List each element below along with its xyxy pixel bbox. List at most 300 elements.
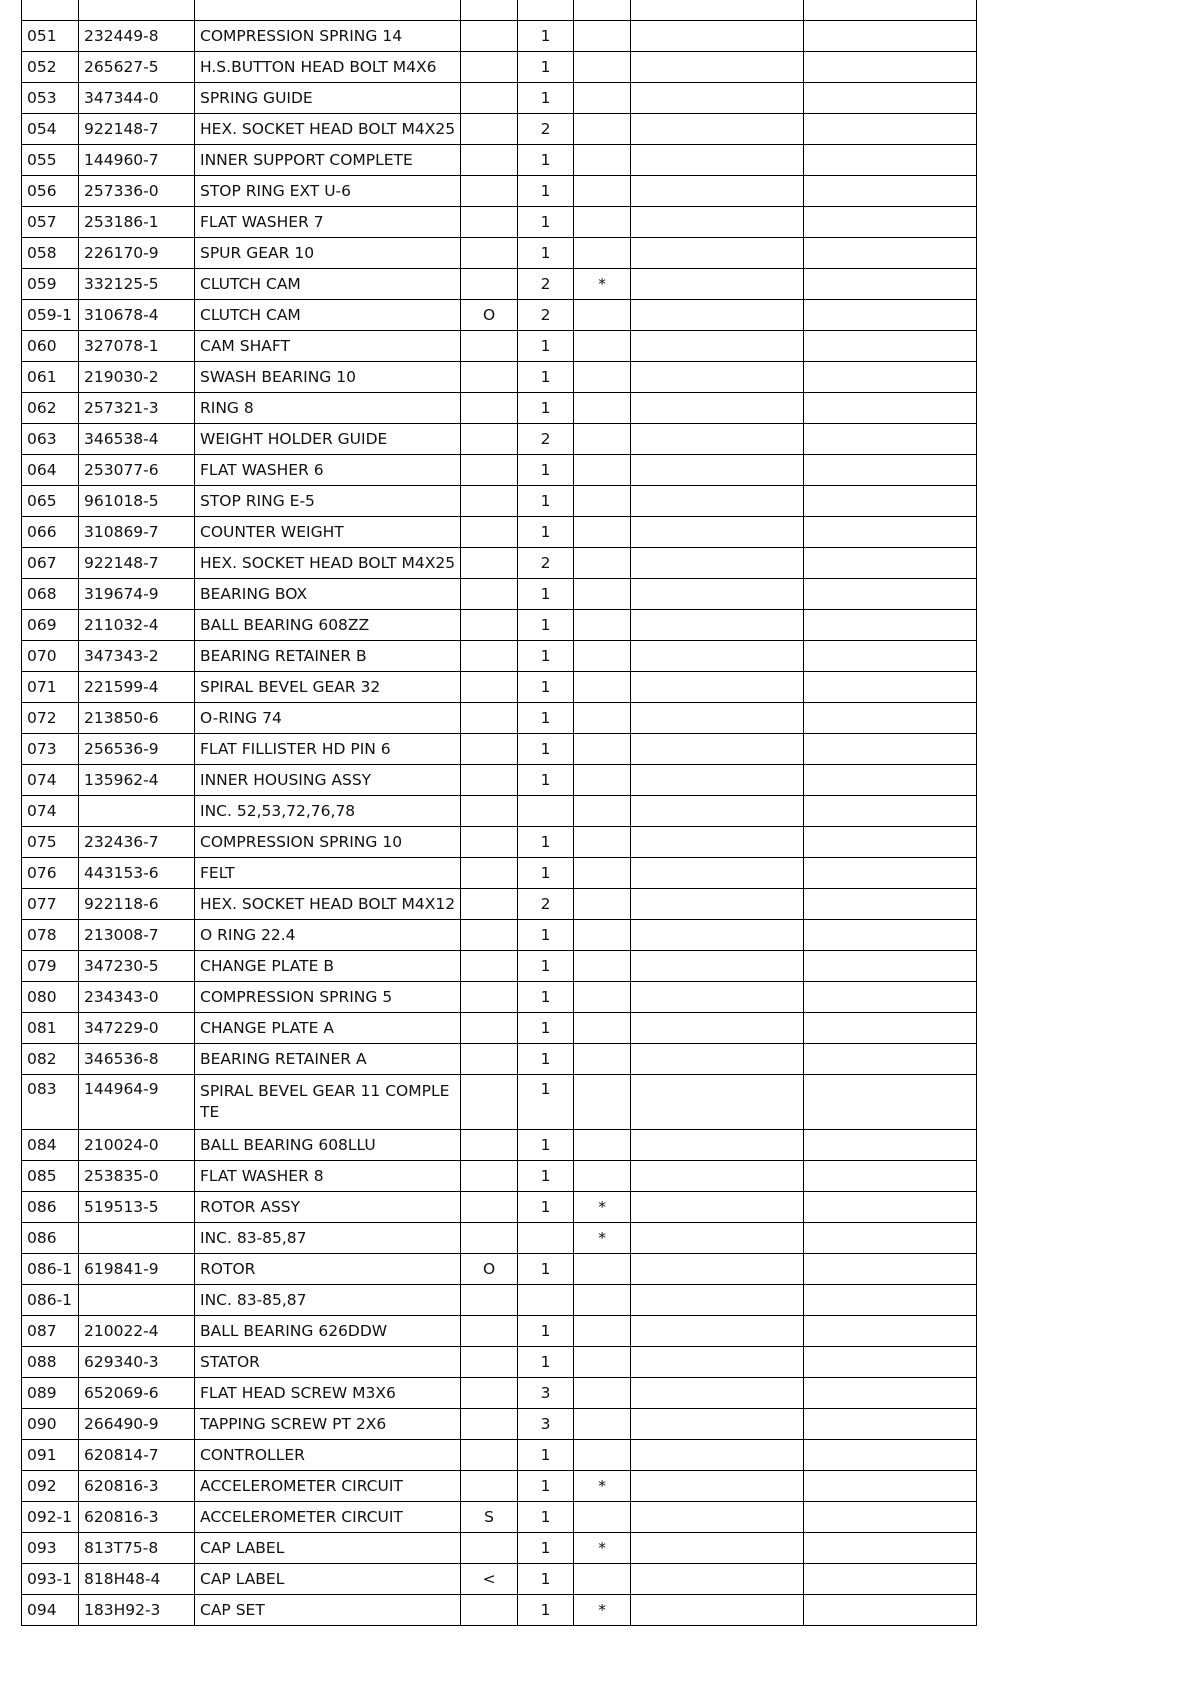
- table-row: [22, 1044, 977, 1075]
- change-flag: [461, 331, 518, 362]
- quantity: 1: [518, 393, 574, 424]
- change-flag: [461, 765, 518, 796]
- note-mark: [574, 734, 631, 765]
- change-flag: [461, 1161, 518, 1192]
- change-flag: [461, 1013, 518, 1044]
- change-flag: [461, 21, 518, 52]
- item-number: 094: [22, 1595, 79, 1626]
- table-row: [22, 1316, 977, 1347]
- table-row: [22, 486, 977, 517]
- description: BALL BEARING 608ZZ: [195, 610, 461, 641]
- table-row: [22, 455, 977, 486]
- item-number: 086: [22, 1223, 79, 1254]
- part-number: [79, 1285, 195, 1316]
- change-flag: [461, 52, 518, 83]
- part-number: 620816-3: [79, 1471, 195, 1502]
- description: COMPRESSION SPRING 10: [195, 827, 461, 858]
- quantity: 1: [518, 145, 574, 176]
- quantity: 1: [518, 1316, 574, 1347]
- table-row: [22, 858, 977, 889]
- table-row: [22, 951, 977, 982]
- empty-cell: [631, 424, 804, 455]
- note-mark: [574, 1440, 631, 1471]
- table-row: [22, 889, 977, 920]
- description: SWASH BEARING 10: [195, 362, 461, 393]
- empty-cell: [804, 982, 977, 1013]
- note-mark: *: [574, 1533, 631, 1564]
- table-row: [22, 1285, 977, 1316]
- item-number: 078: [22, 920, 79, 951]
- item-number: 063: [22, 424, 79, 455]
- change-flag: [461, 424, 518, 455]
- part-number: 327078-1: [79, 331, 195, 362]
- empty-cell: [804, 765, 977, 796]
- table-row: [22, 114, 977, 145]
- change-flag: [461, 1130, 518, 1161]
- empty-cell: [631, 796, 804, 827]
- part-number: 257321-3: [79, 393, 195, 424]
- part-number: 346538-4: [79, 424, 195, 455]
- change-flag: [461, 1595, 518, 1626]
- item-number: 077: [22, 889, 79, 920]
- empty-cell: [631, 1440, 804, 1471]
- empty-cell: [804, 920, 977, 951]
- change-flag: [461, 982, 518, 1013]
- part-number: 629340-3: [79, 1347, 195, 1378]
- description: INNER SUPPORT COMPLETE: [195, 145, 461, 176]
- empty-cell: [804, 114, 977, 145]
- empty-cell: [631, 1409, 804, 1440]
- empty-cell: [631, 207, 804, 238]
- table-row: [22, 300, 977, 331]
- change-flag: [461, 1223, 518, 1254]
- item-number: 065: [22, 486, 79, 517]
- empty-cell: [631, 455, 804, 486]
- table-row: [22, 424, 977, 455]
- quantity: 1: [518, 52, 574, 83]
- description: INC. 52,53,72,76,78: [195, 796, 461, 827]
- empty-cell: [631, 1013, 804, 1044]
- quantity: 1: [518, 21, 574, 52]
- change-flag: [461, 114, 518, 145]
- item-number: 086: [22, 1192, 79, 1223]
- description: RING 8: [195, 393, 461, 424]
- empty-cell: [804, 703, 977, 734]
- quantity: 1: [518, 610, 574, 641]
- item-number: 056: [22, 176, 79, 207]
- description: TAPPING SCREW PT 2X6: [195, 1409, 461, 1440]
- parts-table: [21, 0, 977, 1626]
- table-row: [22, 610, 977, 641]
- part-number: 922118-6: [79, 889, 195, 920]
- empty-cell: [804, 548, 977, 579]
- empty-cell: [631, 517, 804, 548]
- part-number: 221599-4: [79, 672, 195, 703]
- quantity: 2: [518, 114, 574, 145]
- empty-cell: [804, 486, 977, 517]
- quantity: 1: [518, 517, 574, 548]
- table-row: [22, 1161, 977, 1192]
- empty-cell: [804, 889, 977, 920]
- item-number: 088: [22, 1347, 79, 1378]
- empty-cell: [804, 393, 977, 424]
- description: HEX. SOCKET HEAD BOLT M4X25: [195, 548, 461, 579]
- note-mark: [574, 238, 631, 269]
- change-flag: [461, 486, 518, 517]
- item-number: 073: [22, 734, 79, 765]
- item-number: 086-1: [22, 1254, 79, 1285]
- empty-cell: [631, 331, 804, 362]
- empty-cell: [631, 920, 804, 951]
- empty-cell: [631, 362, 804, 393]
- part-number: 232436-7: [79, 827, 195, 858]
- description: FLAT WASHER 8: [195, 1161, 461, 1192]
- description: SPRING GUIDE: [195, 83, 461, 114]
- empty-cell: [631, 1564, 804, 1595]
- description: CAP LABEL: [195, 1533, 461, 1564]
- part-number: 818H48-4: [79, 1564, 195, 1595]
- empty-cell: [804, 1409, 977, 1440]
- item-number: 093-1: [22, 1564, 79, 1595]
- item-number: 060: [22, 331, 79, 362]
- item-number: 051: [22, 21, 79, 52]
- empty-cell: [631, 610, 804, 641]
- table-row: [22, 517, 977, 548]
- part-number: 310678-4: [79, 300, 195, 331]
- empty-cell: [631, 672, 804, 703]
- quantity: [518, 1285, 574, 1316]
- empty-cell: [804, 1044, 977, 1075]
- empty-cell: [804, 1285, 977, 1316]
- empty-cell: [804, 796, 977, 827]
- quantity: 1: [518, 207, 574, 238]
- item-number: 075: [22, 827, 79, 858]
- table-row: [22, 1378, 977, 1409]
- empty-cell: [631, 1044, 804, 1075]
- item-number: 064: [22, 455, 79, 486]
- item-number: 066: [22, 517, 79, 548]
- quantity: 1: [518, 238, 574, 269]
- change-flag: [461, 1316, 518, 1347]
- empty-cell: [804, 1130, 977, 1161]
- item-number: 071: [22, 672, 79, 703]
- description: INC. 83-85,87: [195, 1223, 461, 1254]
- quantity: 1: [518, 1254, 574, 1285]
- change-flag: [461, 362, 518, 393]
- part-number: 213850-6: [79, 703, 195, 734]
- note-mark: *: [574, 1595, 631, 1626]
- description: CHANGE PLATE A: [195, 1013, 461, 1044]
- item-number: 074: [22, 796, 79, 827]
- description: H.S.BUTTON HEAD BOLT M4X6: [195, 52, 461, 83]
- table-row: [22, 52, 977, 83]
- change-flag: [461, 145, 518, 176]
- description: HEX. SOCKET HEAD BOLT M4X25: [195, 114, 461, 145]
- quantity: 1: [518, 1130, 574, 1161]
- empty-cell: [804, 672, 977, 703]
- description: SPUR GEAR 10: [195, 238, 461, 269]
- note-mark: [574, 1044, 631, 1075]
- table-row: [22, 1130, 977, 1161]
- note-mark: [574, 176, 631, 207]
- empty-cell: [804, 858, 977, 889]
- item-number: 053: [22, 83, 79, 114]
- change-flag: [461, 207, 518, 238]
- empty-cell: [631, 1223, 804, 1254]
- change-flag: [461, 1075, 518, 1130]
- empty-cell: [631, 1075, 804, 1130]
- part-number: 232449-8: [79, 21, 195, 52]
- quantity: 1: [518, 1502, 574, 1533]
- empty-cell: [631, 827, 804, 858]
- quantity: 2: [518, 269, 574, 300]
- quantity: 1: [518, 951, 574, 982]
- description: CLUTCH CAM: [195, 269, 461, 300]
- item-number: 062: [22, 393, 79, 424]
- note-mark: [574, 300, 631, 331]
- empty-cell: [804, 1192, 977, 1223]
- empty-cell: [804, 1595, 977, 1626]
- empty-cell: [631, 1130, 804, 1161]
- part-number: 213008-7: [79, 920, 195, 951]
- note-mark: [574, 517, 631, 548]
- note-mark: [574, 858, 631, 889]
- item-number: 061: [22, 362, 79, 393]
- item-number: 069: [22, 610, 79, 641]
- item-number: 057: [22, 207, 79, 238]
- quantity: 1: [518, 703, 574, 734]
- quantity: 1: [518, 1595, 574, 1626]
- description: ROTOR: [195, 1254, 461, 1285]
- quantity: 1: [518, 734, 574, 765]
- quantity: 1: [518, 362, 574, 393]
- part-number: [79, 796, 195, 827]
- item-number: 068: [22, 579, 79, 610]
- item-number: 083: [22, 1075, 79, 1130]
- note-mark: [574, 548, 631, 579]
- quantity: 3: [518, 1378, 574, 1409]
- note-mark: [574, 486, 631, 517]
- table-row: [22, 1075, 977, 1130]
- empty-cell: [804, 1440, 977, 1471]
- empty-cell: [804, 734, 977, 765]
- parts-table-body: [22, 0, 977, 1626]
- part-number: 144960-7: [79, 145, 195, 176]
- empty-cell: [804, 52, 977, 83]
- empty-cell: [804, 610, 977, 641]
- item-number: 092-1: [22, 1502, 79, 1533]
- quantity: 1: [518, 176, 574, 207]
- empty-cell: [804, 1347, 977, 1378]
- quantity: 3: [518, 1409, 574, 1440]
- note-mark: [574, 703, 631, 734]
- note-mark: *: [574, 269, 631, 300]
- change-flag: [461, 827, 518, 858]
- description: COUNTER WEIGHT: [195, 517, 461, 548]
- description: ACCELEROMETER CIRCUIT: [195, 1502, 461, 1533]
- description: COMPRESSION SPRING 5: [195, 982, 461, 1013]
- part-number: 226170-9: [79, 238, 195, 269]
- note-mark: [574, 920, 631, 951]
- table-row: [22, 145, 977, 176]
- empty-cell: [631, 486, 804, 517]
- change-flag: [461, 1347, 518, 1378]
- note-mark: [574, 889, 631, 920]
- empty-cell: [804, 1161, 977, 1192]
- change-flag: [461, 393, 518, 424]
- change-flag: O: [461, 300, 518, 331]
- change-flag: [461, 176, 518, 207]
- item-number: 079: [22, 951, 79, 982]
- change-flag: [461, 672, 518, 703]
- quantity: 1: [518, 1161, 574, 1192]
- empty-cell: [804, 145, 977, 176]
- table-row: [22, 765, 977, 796]
- change-flag: [461, 734, 518, 765]
- note-mark: [574, 362, 631, 393]
- quantity: 1: [518, 1564, 574, 1595]
- item-number: 054: [22, 114, 79, 145]
- item-number: 093: [22, 1533, 79, 1564]
- empty-cell: [804, 269, 977, 300]
- empty-cell: [804, 1075, 977, 1130]
- item-number: 059: [22, 269, 79, 300]
- note-mark: [574, 672, 631, 703]
- item-number: 076: [22, 858, 79, 889]
- part-number: 265627-5: [79, 52, 195, 83]
- quantity: 1: [518, 827, 574, 858]
- part-number: 620814-7: [79, 1440, 195, 1471]
- empty-cell: [631, 21, 804, 52]
- note-mark: [574, 455, 631, 486]
- empty-cell: [631, 300, 804, 331]
- description: STATOR: [195, 1347, 461, 1378]
- description: CHANGE PLATE B: [195, 951, 461, 982]
- table-row: [22, 331, 977, 362]
- part-number: 253186-1: [79, 207, 195, 238]
- description: BEARING BOX: [195, 579, 461, 610]
- part-number: 210024-0: [79, 1130, 195, 1161]
- empty-cell: [804, 455, 977, 486]
- empty-cell: [631, 703, 804, 734]
- table-row: [22, 238, 977, 269]
- change-flag: [461, 1192, 518, 1223]
- item-number: 089: [22, 1378, 79, 1409]
- empty-cell: [631, 1595, 804, 1626]
- table-row: [22, 21, 977, 52]
- table-row: [22, 641, 977, 672]
- quantity: 1: [518, 641, 574, 672]
- empty-cell: [631, 83, 804, 114]
- part-number: 219030-2: [79, 362, 195, 393]
- table-row: [22, 1564, 977, 1595]
- note-mark: *: [574, 1471, 631, 1502]
- change-flag: [461, 548, 518, 579]
- description: O RING 22.4: [195, 920, 461, 951]
- empty-cell: [631, 734, 804, 765]
- empty-cell: [631, 1161, 804, 1192]
- note-mark: [574, 1347, 631, 1378]
- empty-cell: [804, 176, 977, 207]
- table-row: [22, 982, 977, 1013]
- item-number: 086-1: [22, 1285, 79, 1316]
- part-number: 347344-0: [79, 83, 195, 114]
- table-row: [22, 1409, 977, 1440]
- description: CAP LABEL: [195, 1564, 461, 1595]
- table-row: [22, 1595, 977, 1626]
- description: SPIRAL BEVEL GEAR 32: [195, 672, 461, 703]
- quantity: 2: [518, 300, 574, 331]
- change-flag: <: [461, 1564, 518, 1595]
- note-mark: [574, 1285, 631, 1316]
- change-flag: [461, 1044, 518, 1075]
- empty-cell: [804, 424, 977, 455]
- note-mark: [574, 52, 631, 83]
- item-number: 067: [22, 548, 79, 579]
- table-row: [22, 703, 977, 734]
- table-top-stub: [22, 0, 977, 21]
- note-mark: [574, 1564, 631, 1595]
- part-number: 347230-5: [79, 951, 195, 982]
- empty-cell: [631, 145, 804, 176]
- empty-cell: [804, 1471, 977, 1502]
- item-number: 081: [22, 1013, 79, 1044]
- change-flag: [461, 641, 518, 672]
- quantity: 1: [518, 1440, 574, 1471]
- empty-cell: [631, 114, 804, 145]
- change-flag: [461, 1409, 518, 1440]
- empty-cell: [631, 765, 804, 796]
- note-mark: [574, 951, 631, 982]
- note-mark: [574, 579, 631, 610]
- empty-cell: [631, 176, 804, 207]
- part-number: 652069-6: [79, 1378, 195, 1409]
- quantity: 1: [518, 982, 574, 1013]
- description: CAM SHAFT: [195, 331, 461, 362]
- empty-cell: [631, 1471, 804, 1502]
- table-row: [22, 269, 977, 300]
- change-flag: [461, 920, 518, 951]
- description: O-RING 74: [195, 703, 461, 734]
- note-mark: *: [574, 1192, 631, 1223]
- table-row: [22, 1471, 977, 1502]
- note-mark: [574, 207, 631, 238]
- empty-cell: [631, 858, 804, 889]
- empty-cell: [804, 1378, 977, 1409]
- description: FLAT WASHER 7: [195, 207, 461, 238]
- empty-cell: [804, 362, 977, 393]
- description: CLUTCH CAM: [195, 300, 461, 331]
- table-row: [22, 579, 977, 610]
- table-row: [22, 672, 977, 703]
- empty-cell: [804, 1254, 977, 1285]
- description: CAP SET: [195, 1595, 461, 1626]
- part-number: 443153-6: [79, 858, 195, 889]
- note-mark: [574, 21, 631, 52]
- table-row: [22, 1440, 977, 1471]
- note-mark: [574, 827, 631, 858]
- description: BALL BEARING 608LLU: [195, 1130, 461, 1161]
- note-mark: [574, 1316, 631, 1347]
- item-number: 059-1: [22, 300, 79, 331]
- table-row: [22, 207, 977, 238]
- empty-cell: [804, 83, 977, 114]
- empty-cell: [804, 1223, 977, 1254]
- part-number: 144964-9: [79, 1075, 195, 1130]
- empty-cell: [804, 517, 977, 548]
- part-number: 347343-2: [79, 641, 195, 672]
- empty-cell: [804, 1533, 977, 1564]
